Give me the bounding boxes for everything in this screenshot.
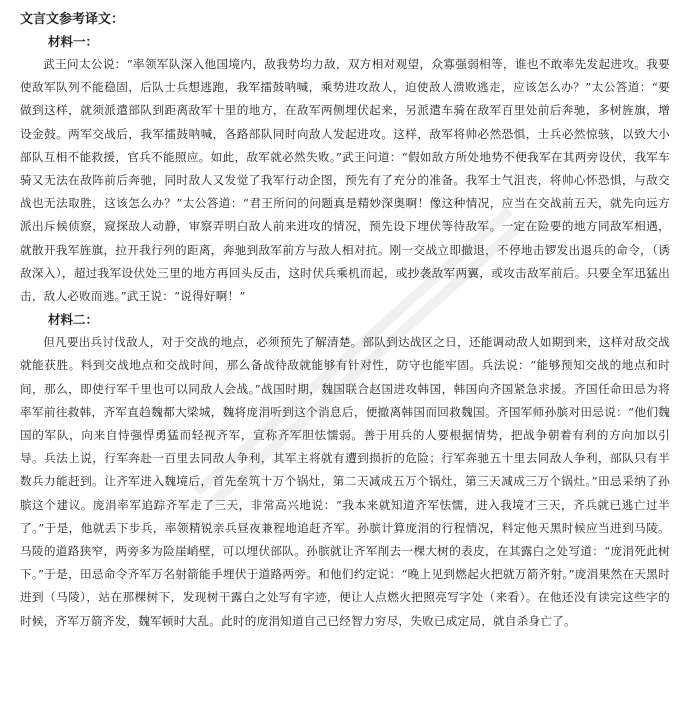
section-heading: 材料二：: [48, 312, 99, 328]
section-material-2: [20, 310, 670, 633]
paragraph: 但凡要出兵讨伐敌人，对于交战的地点，必须预先了解清楚。部队到达战区之日，还能调动敌人如期到来，这样对敌交战就能获胜。料到交战地点和交战时间，那么备战待敌就能够有针对性，防守也能牢固。兵法说：“能够预知交战的地点和时间，那么，即使行军千里也可以同敌人会战。”战国时期，魏国联合赵国进攻韩国，韩国向齐国紧急求援。齐国任命田忌为将率军前往救韩，齐军直趋魏都大梁城，魏将庞涓听到这个消息后，便撤离韩国而回救魏国。齐国军师孙膑对田忌说：“他们魏国的军队，向来自恃强悍勇猛而轻视齐军，宣称齐军胆怯懦弱。善于用兵的人要根据情势，把战争朝着有利的方向加以引导。兵法上说，行军奔赴一百里去同敌人争利，其军主将就有遭到损折的危险；行军奔驰五十里去同敌人争利，部队只有半数兵力能赶到。让齐军进入魏境后，首先垒筑十万个锅灶，第二天减成五万个锅灶，第三天减成三万个锅灶。”田忌采纳了孙膑这个建议。庞涓率军追踪齐军走了三天，非常高兴地说：“我本来就知道齐军怯懦，进入我境才三天，齐兵就已逃亡过半了。”于是，他就丢下步兵，率领精锐亲兵昼夜兼程地追赶齐军。孙膑计算庞涓的行程情况，料定他天黑时候应当进到马陵。马陵的道路狭窄，两旁多为险崖峭壁，可以埋伏部队。孙膑就让齐军削去一棵大树的表皮，在其露白之处写道：“庞涓死此树下。”于是，田忌命令齐军万名射箭能手埋伏于道路两旁。和他们约定说：“晚上见到燃起火把就万箭齐射。”庞涓果然在天黑时进到（马陵），站在那棵树下，发现树干露白之处写有字迹，便让人点燃火把照亮写字处（来看）。在他还没有读完这些字的时候，齐军万箭齐发，魏军顿时大乱。此时的庞涓知道自己已经智力穷尽，失败已成定局，就自杀身亡了。: [20, 335, 670, 628]
section-heading: 材料一：: [48, 34, 99, 49]
document-title: 文言文参考译文：: [20, 12, 125, 27]
paragraph: 武王问太公说：“率领军队深入他国境内，敌我势均力敌，双方相对观望，众寡强弱相等，谁也不敢率先发起进攻。我要使敌军队列不能稳固，后队士兵想逃跑，我军擂鼓呐喊，乘势进攻敌人，迫使敌人溃败逃走，应该怎么办？”太公答道：“要做到这样，就须派遣部队到距离敌军十里的地方，在敌军两侧埋伏起来，另派遣车骑在敌军百里处前后奔驰，多树旌旗，增设金鼓。两军交战后，我军擂鼓呐喊，各路部队同时向敌人发起进攻。这样，敌军将帅必然恐惧，士兵必然惊骇，以致大小部队互相不能救援，官兵不能照应。如此，敌军就必然失败。”武王问道：“假如敌方所处地势不便我军在其两旁设伏，我军车骑又无法在敌阵前后奔驰，同时敌人又发觉了我军行动企图，预先有了充分的准备。我军士气沮丧，将帅心怀恐惧，与敌交战也无法取胜，这该怎么办？”太公答道：“君王所问的问题真是精妙深奥啊！像这种情况，应当在交战前五天，就先向远方派出斥候侦察，窥探敌人动静，审察弄明白敌人前来进攻的情况，预先设下埋伏等待敌军。一定在险要的地方同敌军相遇，就散开我军旌旗，拉开我行列的距离，奔驰到敌军前方与敌人相对抗。刚一交战立即撤退，不停地击锣发出退兵的命令，（诱敌深入），超过我军设伏处三里的地方再回头反击，这时伏兵乘机而起，或抄袭敌军两翼，或攻击敌军前后。只要全军迅猛出击，敌人必败而逃。”武王说：“说得好啊！”: [20, 57, 670, 304]
section-material-1: [20, 32, 670, 308]
